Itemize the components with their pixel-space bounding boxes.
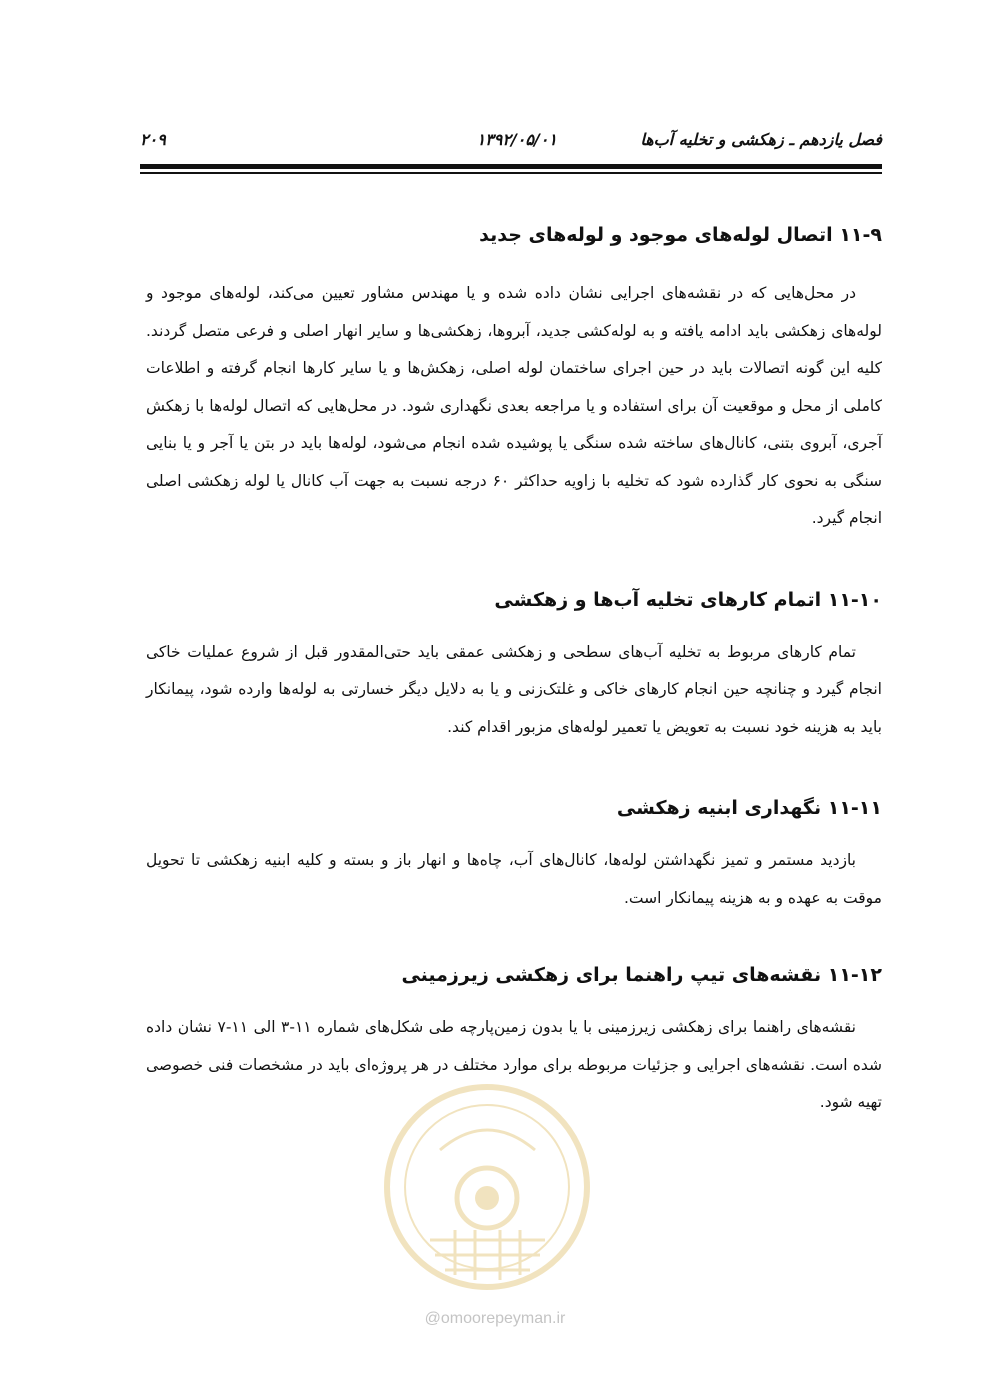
header-rule-thick	[140, 164, 882, 169]
header-rule-thin	[140, 172, 882, 174]
page-content	[146, 205, 882, 1122]
paragraph: در محل‌هایی که در نقشه‌های اجرایی نشان داده شده و یا مهندس مشاور تعیین می‌کند، لوله‌های موجود و لوله‌های زهکشی باید ادامه یافته و به لوله‌کشی جدید، آبروها، زهکشی‌ها و سایر انهار اصلی و فرعی متصل گردند. کلیه این گونه اتصالات باید در حین اجرای ساختمان لوله اصلی، زهکش‌ها و یا سایر کارها انجام گرفته و اطلاعات کاملی از محل و موقعیت آن برای استفاده و یا مراجعه بعدی نگهداری شود. در محل‌هایی که اتصال لوله‌ها با زهکش آجری، آبروی بتنی، کانال‌های ساخته شده سنگی یا پوشیده شده انجام می‌شود، لوله‌ها باید در بتن یا آجر و یا بنایی سنگی به نحوی کار گذارده شود که تخلیه با زاویه حداکثر ۶۰ درجه نسبت به جهت آب کانال یا لوله زهکشی اصلی انجام گیرد.	[146, 284, 882, 527]
section-number: ۱۱-۱۰	[827, 588, 882, 611]
section-title: اتصال لوله‌های موجود و لوله‌های جدید	[479, 224, 833, 246]
revision-date: ۱۳۹۲/۰۵/۰۱	[476, 130, 557, 149]
section-heading	[146, 790, 882, 826]
section-title: اتمام کارهای تخلیه آب‌ها و زهکشی	[494, 588, 822, 611]
section-body	[146, 275, 882, 538]
section-body	[146, 842, 882, 917]
section-11-10	[146, 582, 882, 747]
section-heading	[146, 217, 882, 253]
chapter-title: فصل یازدهم ـ زهکشی و تخلیه آب‌ها	[640, 130, 882, 149]
section-heading	[146, 582, 882, 618]
section-title: نگهداری ابنیه زهکشی	[616, 797, 822, 819]
section-number: ۱۱-۹	[839, 224, 882, 246]
section-number: ۱۱-۱۲	[827, 964, 882, 986]
watermark-text: @omoorepeyman.ir	[424, 1310, 566, 1327]
section-number: ۱۱-۱۱	[827, 797, 882, 819]
section-11-11	[146, 790, 882, 917]
page-number: ۲۰۹	[140, 130, 166, 149]
section-heading	[146, 957, 882, 993]
watermark-seal-icon	[380, 1080, 595, 1295]
section-body	[146, 634, 882, 747]
section-title: نقشه‌های تیپ راهنما برای زهکشی زیرزمینی	[401, 964, 822, 986]
running-header	[140, 126, 882, 154]
paragraph: نقشه‌های راهنما برای زهکشی زیرزمینی با یا بدون زمین‌پارچه طی شکل‌های شماره ۱۱-۳ الی ۱۱-۷ نشان داده شده است. نقشه‌های اجرایی و جزئیات مربوطه برای موارد مختلف در هر پروژه‌ای باید در مشخصات فنی خصوصی تهیه شود.	[146, 1018, 882, 1111]
section-11-9	[146, 217, 882, 538]
paragraph: تمام کارهای مربوط به تخلیه آب‌های سطحی و زهکشی عمقی باید حتی‌المقدور قبل از شروع عملیات خاکی انجام گیرد و چنانچه حین انجام کارهای خاکی و غلتک‌زنی و یا به دلایل دیگر خسارتی به لوله‌ها وارده شود، پیمانکار باید به هزینه خود نسبت به تعویض یا تعمیر لوله‌های مزبور اقدام کند.	[146, 642, 882, 736]
paragraph: بازدید مستمر و تمیز نگهداشتن لوله‌ها، کانال‌های آب، چاه‌ها و انهار باز و بسته و کلیه ابنیه زهکشی تا تحویل موقت به عهده و به هزینه پیمانکار است.	[146, 851, 882, 907]
